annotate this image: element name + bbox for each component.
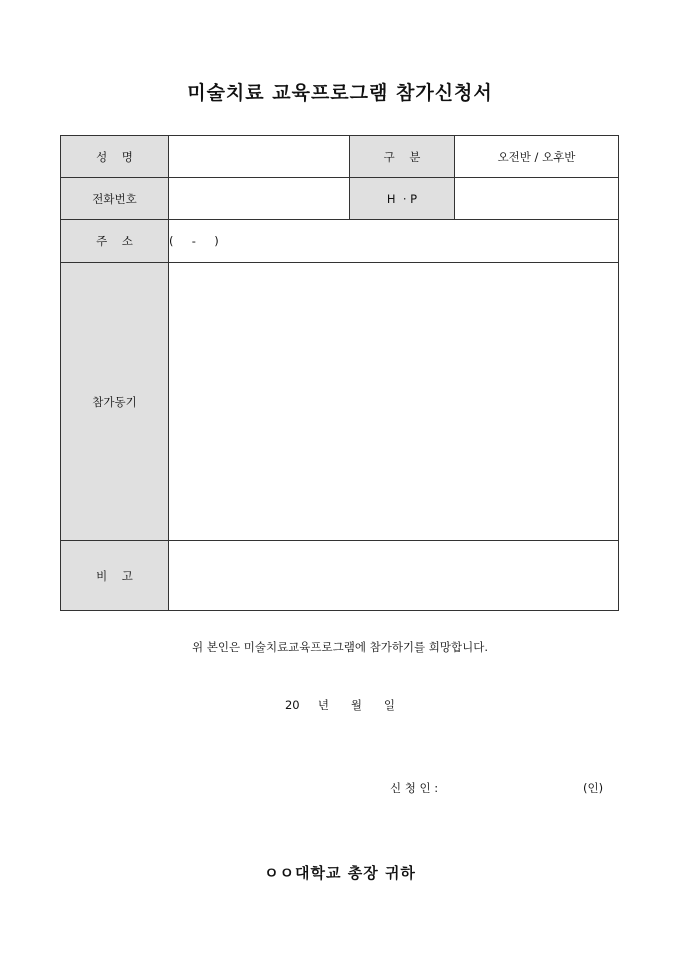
row-motivation — [61, 263, 619, 541]
category-field[interactable]: 오전반 / 오후반 — [455, 136, 619, 178]
row-address — [61, 220, 619, 263]
application-form-table — [60, 135, 619, 611]
row-phone-mobile — [61, 178, 619, 220]
document-title: 미술치료 교육프로그램 참가신청서 — [187, 82, 493, 104]
row-name-category — [61, 136, 619, 178]
name-field[interactable] — [169, 136, 350, 178]
name-label: 성 명 — [61, 136, 169, 178]
seal-mark: (인) — [583, 781, 604, 795]
address-label: 주 소 — [61, 220, 169, 263]
mobile-field[interactable] — [455, 178, 619, 220]
recipient-line: ㅇㅇ대학교 총장 귀하 — [264, 864, 416, 882]
applicant-label: 신 청 인 : — [390, 781, 439, 795]
phone-label: 전화번호 — [61, 178, 169, 220]
mobile-label: H · P — [350, 178, 455, 220]
phone-field[interactable] — [169, 178, 350, 220]
remarks-field[interactable] — [169, 541, 619, 611]
address-field[interactable]: ( - ) — [169, 220, 619, 263]
remarks-label: 비 고 — [61, 541, 169, 611]
declaration-statement: 위 본인은 미술치료교육프로그램에 참가하기를 희망합니다. — [192, 640, 488, 654]
row-remarks — [61, 541, 619, 611]
date-line: 20 년 월 일 — [284, 698, 396, 712]
motivation-field[interactable] — [169, 263, 619, 541]
motivation-label: 참가동기 — [61, 263, 169, 541]
category-label: 구 분 — [350, 136, 455, 178]
